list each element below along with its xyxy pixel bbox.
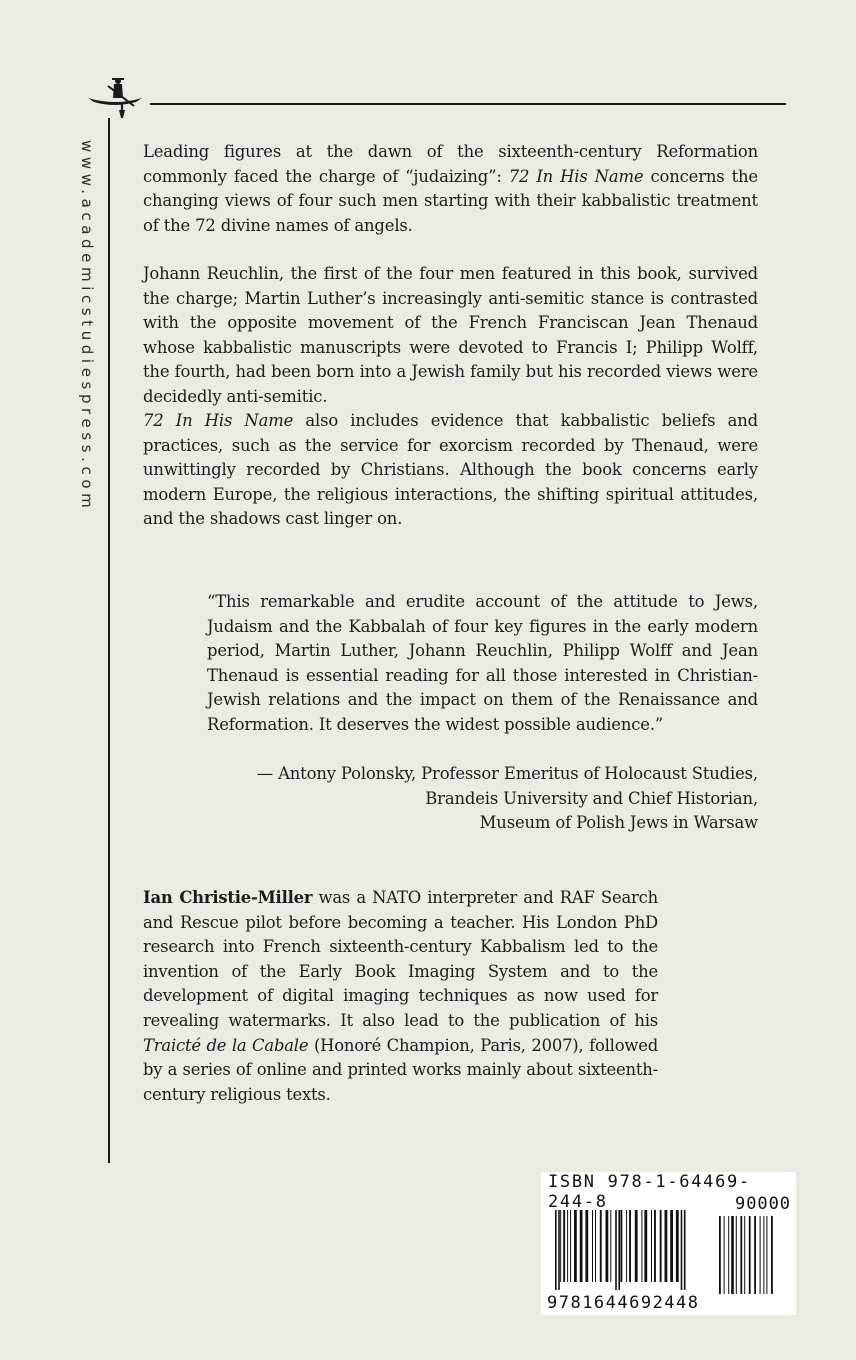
side-divider bbox=[108, 118, 110, 1163]
description-paragraph-1 bbox=[143, 140, 758, 238]
text-run: Johann Reuchlin, the first of the four men featured in this book, survived the charge; Martin Luther’s increasingly anti-semitic stance is contrasted with the opposite movement of the French Franciscan Jean Thenaud whose kabbalistic manuscripts were devoted to Francis I; Philipp Wolff, the fourth, had been born into a Jewish family but his recorded views were decidedly anti-semitic. bbox=[143, 264, 758, 406]
text-run: Leading figures at the dawn of the sixteenth-century Reformation commonly faced the charge of “judaizing”: bbox=[143, 142, 758, 186]
ean-digits: 9781644692448 bbox=[547, 1293, 698, 1313]
barcode-bar bbox=[610, 1210, 611, 1282]
addon-bar bbox=[719, 1216, 721, 1294]
attribution-line: — Antony Polonsky, Professor Emeritus of Holocaust Studies, bbox=[256, 764, 758, 783]
text-run: 72 In His Name bbox=[508, 166, 644, 186]
barcode-bar bbox=[595, 1210, 596, 1282]
barcode-bar bbox=[665, 1210, 668, 1282]
barcode-bar bbox=[676, 1210, 679, 1282]
barcode-bar bbox=[592, 1210, 593, 1282]
isbn-label: ISBN 978-1-64469-244-8 bbox=[548, 1172, 751, 1212]
barcode-bar bbox=[585, 1210, 588, 1282]
barcode-bar bbox=[620, 1210, 622, 1282]
barcode-bar bbox=[615, 1210, 617, 1290]
endorsement-attribution bbox=[257, 762, 758, 836]
barcode-bar bbox=[641, 1210, 642, 1282]
barcode-bar bbox=[567, 1210, 568, 1282]
text-run: was a NATO interpreter and RAF Search and Rescue pilot before becoming a teacher. His London PhD research into French sixteenth-century Kabbalism led to the invention of the Early Book Imaging System and to the development of digital imaging techniques as now used for revealing watermarks. It also lead to the publication of his bbox=[143, 888, 658, 1030]
addon-bar bbox=[731, 1216, 734, 1294]
barcode-bar bbox=[560, 1210, 561, 1282]
barcode-bar bbox=[684, 1210, 686, 1290]
barcode-bar bbox=[654, 1210, 656, 1282]
publisher-url: www.academicstudiespress.com bbox=[78, 140, 96, 513]
barcode-bar bbox=[606, 1210, 609, 1282]
addon-bar bbox=[728, 1216, 729, 1294]
text-run: Ian Christie-Miller bbox=[143, 888, 313, 907]
endorsement-quote: “This remarkable and erudite account of the attitude to Jews, Judaism and the Kabbalah of four key figures in the early modern period, Martin Luther, Johann Reuchlin, Philipp Wolff and Jean Thenaud is essential reading for all those interested in Christian-Jewish relations and the impact on them of the Renaissance and Reformation. It deserves the widest possible audience.” bbox=[207, 592, 758, 734]
text-run: (Honoré Champion, Paris, 2007), followed by a series of online and printed works mainly about sixteenth-century religious texts. bbox=[143, 1035, 658, 1104]
addon-bar bbox=[766, 1216, 767, 1294]
barcode-bar bbox=[555, 1210, 557, 1290]
text-run: 72 In His Name bbox=[143, 411, 294, 430]
barcode-bar bbox=[629, 1210, 631, 1282]
addon-bar bbox=[744, 1216, 745, 1294]
addon-bar bbox=[763, 1216, 764, 1294]
addon-bar bbox=[749, 1216, 751, 1294]
text-run: concerns the changing views of four such men starting with their kabbalistic treatment of the 72 divine names of angels. bbox=[143, 166, 758, 235]
description-paragraph-3 bbox=[143, 409, 758, 532]
barcode-bar bbox=[574, 1210, 577, 1282]
addon-bar bbox=[736, 1216, 737, 1294]
addon-bar bbox=[724, 1216, 725, 1294]
price-code: 90000 bbox=[735, 1194, 790, 1214]
barcode-bar bbox=[651, 1210, 652, 1282]
attribution-line: Museum of Polish Jews in Warsaw bbox=[479, 813, 758, 833]
barcode-bar bbox=[626, 1210, 627, 1282]
publisher-logo-icon bbox=[86, 76, 144, 118]
description-paragraph-2 bbox=[143, 262, 758, 410]
addon-bar bbox=[740, 1216, 742, 1294]
barcode-bar bbox=[563, 1210, 565, 1282]
barcode-bar bbox=[580, 1210, 583, 1282]
barcode-bar bbox=[644, 1210, 647, 1282]
text-run: also includes evidence that kabbalistic beliefs and practices, such as the service for exorcism recorded by Thenaud, were unwittingly recorded by Christians. Although the book concerns early modern Europe, the religious interactions, the shifting spiritual attitudes, and the shadows cast linger on. bbox=[143, 411, 758, 529]
barcode-bar bbox=[570, 1210, 571, 1282]
barcode-bar bbox=[618, 1210, 620, 1290]
addon-bar bbox=[754, 1216, 756, 1294]
author-bio bbox=[143, 886, 658, 1107]
barcode-bar bbox=[600, 1210, 602, 1282]
addon-bar bbox=[760, 1216, 761, 1294]
text-run: Traicté de la Cabale bbox=[143, 1035, 309, 1055]
barcode-bar bbox=[670, 1210, 673, 1282]
barcode-bar bbox=[660, 1210, 662, 1282]
isbn-barcode bbox=[541, 1172, 796, 1315]
addon-bar bbox=[771, 1216, 773, 1294]
barcode-bar bbox=[681, 1210, 683, 1290]
barcode-bar bbox=[635, 1210, 638, 1282]
top-divider bbox=[150, 103, 786, 105]
attribution-line: Brandeis University and Chief Historian, bbox=[425, 788, 758, 808]
barcode-bar bbox=[558, 1210, 560, 1290]
